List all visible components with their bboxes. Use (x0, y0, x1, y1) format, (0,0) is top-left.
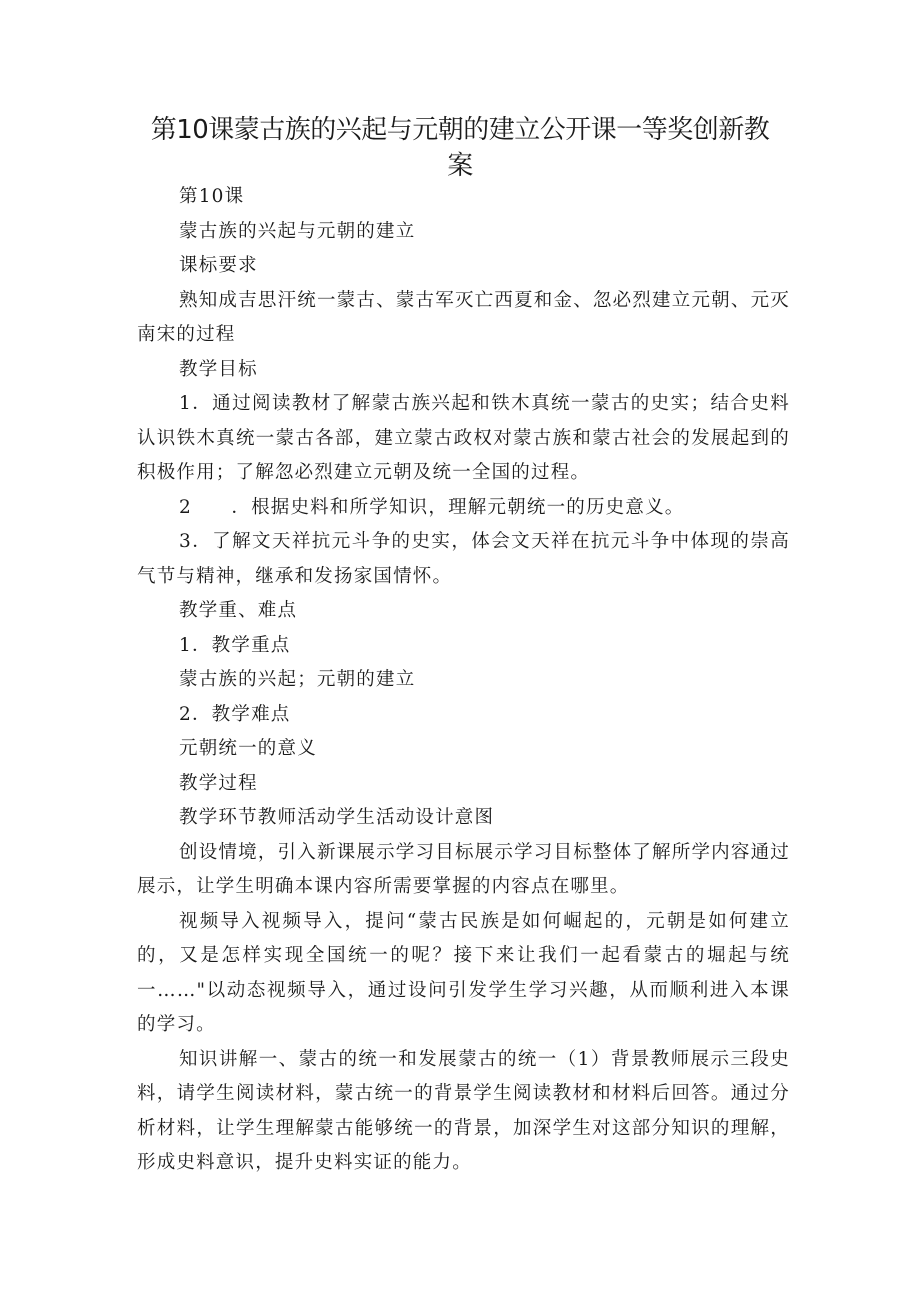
objective-item-1: 1．通过阅读教材了解蒙古族兴起和铁木真统一蒙古的史实；结合史料认识铁木真统一蒙古各部，建立蒙古政权对蒙古族和蒙古社会的发展起到的积极作用；了解忽必烈建立元朝及统一全国的过程。 (137, 393, 790, 483)
paragraph-curriculum: 熟知成吉思汗统一蒙古、蒙古军灭亡西夏和金、忽必烈建立元朝、元灭南宋的过程 (137, 289, 790, 345)
document-body (137, 180, 790, 1181)
objective-item-3: 3．了解文天祥抗元斗争的史实，体会文天祥在抗元斗争中体现的崇高气节与精神，继承和发扬家国情怀。 (137, 531, 790, 587)
process-step-intro: 创设情境，引入新课展示学习目标展示学习目标整体了解所学内容通过展示，让学生明确本课内容所需要掌握的内容点在哪里。 (137, 841, 790, 897)
subheading-difficulty: 2．教学难点 (179, 703, 291, 725)
process-table-header: 教学环节教师活动学生活动设计意图 (179, 807, 495, 828)
process-step-knowledge: 知识讲解一、蒙古的统一和发展蒙古的统一（1）背景教师展示三段史料，请学生阅读材料，蒙古统一的背景学生阅读教材和材料后回答。通过分析材料，让学生理解蒙古能够统一的背景，加深学生对这部分知识的理解，形成史料意识，提升史料实证的能力。 (137, 1048, 790, 1173)
subheading-key-point: 1．教学重点 (179, 634, 291, 656)
lesson-name: 蒙古族的兴起与元朝的建立 (179, 220, 416, 242)
difficulty-text: 元朝统一的意义 (179, 738, 317, 759)
document-title: 第10课蒙古族的兴起与元朝的建立公开课一等奖创新教案 (150, 115, 770, 181)
section-heading-curriculum: 课标要求 (179, 255, 258, 276)
section-heading-objectives: 教学目标 (179, 358, 258, 380)
section-heading-process: 教学过程 (179, 772, 258, 794)
section-heading-key-points: 教学重、难点 (179, 600, 298, 621)
objective-item-2: 2 ．根据史料和所学知识，理解元朝统一的历史意义。 (179, 496, 685, 518)
lesson-number: 第10课 (179, 186, 245, 207)
process-step-video: 视频导入视频导入，提问“蒙古民族是如何崛起的，元朝是如何建立的，又是怎样实现全国统一的呢？接下来让我们一起看蒙古的堀起与统一……"以动态视频导入，通过设问引发学生学习兴趣，从而顺利进入本课的学习。 (137, 910, 790, 1035)
key-point-text: 蒙古族的兴起；元朝的建立 (179, 669, 416, 690)
